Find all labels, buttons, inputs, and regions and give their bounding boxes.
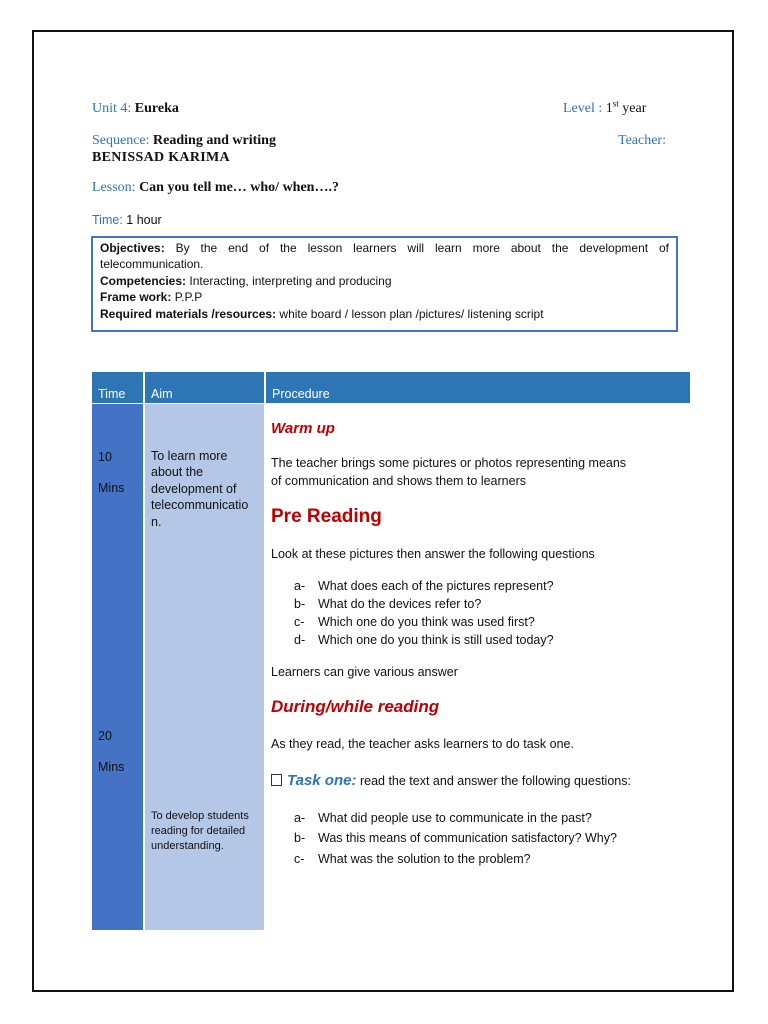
- level-num: 1: [605, 101, 613, 116]
- pre-reading-heading: Pre Reading: [271, 506, 382, 527]
- pre-q-text: Which one do you think was used first?: [318, 615, 535, 629]
- lesson-value: Can you tell me… who/ when….?: [139, 180, 339, 195]
- col-header-aim: Aim: [145, 372, 264, 403]
- framework-text: P.P.P: [174, 290, 203, 305]
- aim-1-line: about the: [151, 465, 204, 480]
- col-header-procedure: Procedure: [266, 372, 690, 403]
- warm-up-text-2: of communication and shows them to learners: [271, 474, 526, 488]
- aim-1: [151, 448, 248, 530]
- during-q-letter: c-: [294, 852, 305, 866]
- during-reading-heading: During/while reading: [271, 697, 440, 716]
- materials-line: [100, 306, 669, 322]
- framework-label: Frame work:: [100, 290, 172, 305]
- time-label: Time:: [92, 213, 123, 227]
- materials-label: Required materials /resources:: [100, 306, 277, 321]
- objectives-text-1: By the end of the lesson learners will learn more about the development of: [175, 241, 669, 255]
- sequence-label: Sequence:: [92, 133, 150, 148]
- unit-value: Eureka: [134, 101, 179, 116]
- competencies-text: Interacting, interpreting and producing: [189, 273, 392, 288]
- aim-1-line: telecommunicatio: [151, 498, 249, 513]
- checkbox-icon: [271, 774, 282, 786]
- teacher-label: Teacher:: [618, 133, 666, 148]
- lesson-line: [92, 180, 339, 196]
- aim-2-line: reading for detailed: [151, 825, 246, 837]
- during-q-letter: b-: [294, 831, 306, 845]
- task-one-text: read the text and answer the following questions:: [359, 774, 631, 788]
- level-sup: st: [612, 98, 619, 109]
- time-value: 1 hour: [126, 213, 162, 227]
- time-1-unit: Mins: [98, 481, 125, 495]
- teacher-name: BENISSAD KARIMA: [92, 150, 230, 165]
- task-one-title: Task one:: [287, 772, 357, 789]
- aim-2: [151, 809, 249, 854]
- aim-1-line: To learn more: [151, 449, 228, 463]
- unit-label: Unit 4:: [92, 101, 132, 116]
- objectives-text-2: telecommunication.: [100, 257, 204, 272]
- warm-up-text-1: The teacher brings some pictures or photos representing means: [271, 456, 627, 470]
- pre-q-letter: a-: [294, 579, 306, 593]
- objectives-label: Objectives:: [100, 241, 165, 255]
- pre-q-text: Which one do you think is still used today?: [318, 633, 554, 647]
- materials-text: white board / lesson plan /pictures/ listening script: [279, 306, 544, 321]
- aim-1-line: development of: [151, 481, 237, 496]
- time-2-unit: Mins: [98, 760, 125, 774]
- during-reading-intro: As they read, the teacher asks learners to do task one.: [271, 737, 574, 751]
- aim-2-line: To develop students: [151, 810, 249, 822]
- framework-line: [100, 289, 669, 305]
- col-header-time: Time: [92, 372, 143, 403]
- level-label: Level: [563, 101, 595, 116]
- level-rest: year: [622, 101, 647, 116]
- pre-q-letter: b-: [294, 597, 306, 611]
- sequence-value: Reading and writing: [153, 133, 276, 148]
- pre-q-text: What do the devices refer to?: [318, 597, 482, 611]
- during-q-text: Was this means of communication satisfactory? Why?: [318, 831, 617, 845]
- during-q-text: What did people use to communicate in the past?: [318, 811, 592, 825]
- time-1-num: 10: [98, 450, 112, 464]
- objectives-line: [100, 240, 669, 256]
- lesson-label: Lesson:: [92, 180, 136, 195]
- level-line: [563, 98, 647, 117]
- aim-2-line: understanding.: [151, 840, 224, 852]
- pre-reading-intro: Look at these pictures then answer the following questions: [271, 547, 595, 561]
- aim-1-line: n.: [151, 514, 162, 529]
- task-one-line: [271, 772, 631, 789]
- pre-q-text: What does each of the pictures represent?: [318, 579, 554, 593]
- pre-q-letter: d-: [294, 633, 306, 647]
- pre-q-letter: c-: [294, 615, 305, 629]
- warm-up-heading: Warm up: [271, 420, 335, 437]
- time-2-num: 20: [98, 729, 112, 743]
- unit-line: [92, 101, 179, 117]
- pre-reading-note: Learners can give various answer: [271, 665, 458, 679]
- sequence-line: [92, 133, 276, 149]
- time-line: [92, 213, 162, 227]
- during-q-letter: a-: [294, 811, 306, 825]
- competencies-line: [100, 273, 669, 289]
- competencies-label: Competencies:: [100, 273, 187, 288]
- objectives-box: [91, 236, 678, 332]
- during-q-text: What was the solution to the problem?: [318, 852, 531, 866]
- level-sep: :: [598, 101, 603, 116]
